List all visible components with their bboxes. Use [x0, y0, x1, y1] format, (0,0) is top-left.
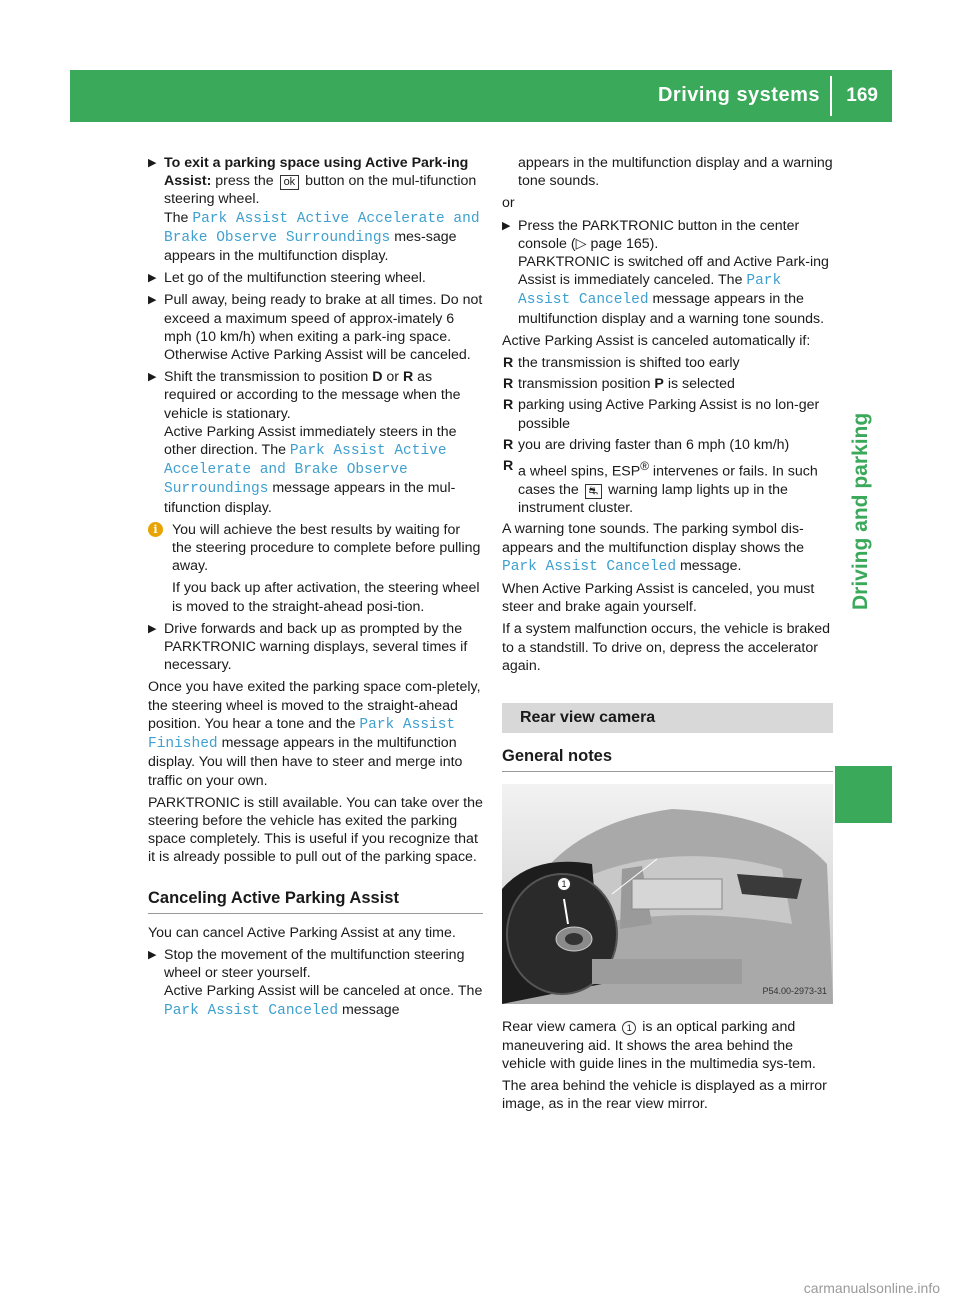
info-text: If you back up after activation, the steering wheel is moved to the straight-ahead posi-tion. [172, 580, 480, 615]
bullet-icon: R [503, 376, 514, 393]
right-column [502, 154, 833, 1117]
text: page 165). [586, 235, 659, 252]
step-pull-away [148, 291, 483, 364]
text: Active Parking Assist will be canceled at once. The [164, 983, 483, 1000]
text: Press the PARKTRONIC button in the center console ( [518, 217, 800, 252]
left-column [148, 154, 483, 1024]
bullet-icon: R [503, 458, 514, 475]
text: message [338, 1001, 400, 1018]
list-item [502, 396, 833, 432]
text: Shift the transmission to position [164, 369, 373, 386]
text: Rear view camera [502, 1019, 621, 1036]
header-title: Driving systems [657, 84, 820, 106]
step-arrow-icon: ▶ [148, 157, 157, 169]
gear-r: R [402, 369, 414, 386]
car-rear-illustration [502, 784, 833, 1004]
bullet-icon: R [503, 397, 514, 414]
step-let-go [148, 269, 483, 287]
text: a wheel spins, ESP [518, 463, 641, 480]
step-press-parktronic [502, 217, 833, 328]
list-item [502, 354, 833, 372]
step-arrow-icon: ▶ [148, 371, 157, 384]
text: Drive forwards and back up as prompted by the PARKTRONIC warning displays, several times if necessary. [164, 620, 468, 674]
page-ref-icon: ▷ [575, 235, 587, 252]
text: Once you have exited the parking space com-pletely, the steering wheel is moved to the straight-ahead position. You hear a tone and the [148, 679, 481, 732]
paragraph: When Active Parking Assist is canceled, you must steer and brake again yourself. [502, 581, 815, 616]
text: button on the mul-tifunction steering wheel. [164, 173, 477, 208]
text: as required or according to the message when the vehicle is stationary. [164, 369, 461, 422]
display-message: Park Assist Canceled [502, 558, 677, 575]
esp-warning-lamp-icon: ⛐ [585, 484, 603, 499]
text: mes-sage appears in the multifunction display. [164, 228, 457, 265]
or-text: or [502, 195, 515, 212]
display-message: Park Assist Canceled [164, 1002, 339, 1019]
info-text: You will achieve the best results by waiting for the steering procedure to complete before pulling away. [172, 521, 481, 575]
list-item [502, 457, 833, 517]
step-shift [148, 368, 483, 517]
text: A warning tone sounds. The parking symbol dis-appears and the multifunction display shows the [502, 521, 805, 556]
text: The [164, 209, 193, 226]
text: message appears in the mul-tifunction display. [164, 480, 456, 516]
step-arrow-icon: ▶ [502, 219, 511, 232]
step-stop-movement [148, 946, 483, 1020]
text: the transmission is shifted too early [518, 355, 740, 372]
text: message appears in the multifunction display and a warning tone sounds. [518, 291, 825, 327]
side-tab-text: Driving and parking [849, 412, 872, 610]
text: warning lamp lights up in the instrument cluster. [518, 481, 788, 517]
text: or [382, 369, 403, 386]
step-arrow-icon: ▶ [148, 294, 157, 307]
info-icon: i [148, 522, 163, 537]
page-number: 169 [846, 85, 878, 106]
gear-d: D [372, 369, 383, 386]
step-drive-forward [148, 620, 483, 675]
text: Active Parking Assist immediately steers in the other direction. The [164, 423, 457, 459]
text: Pull away, being ready to brake at all times. Do not exceed a maximum speed of approx-imately 6 mph (10 km/h) when exiting a park-ing space. Otherwise Active Parking Assist will be canceled. [164, 292, 483, 364]
gear-p: P [654, 376, 664, 393]
text: press the [211, 173, 278, 190]
header-divider [830, 76, 832, 116]
paragraph: Active Parking Assist is canceled automatically if: [502, 332, 811, 349]
text: parking using Active Parking Assist is no lon-ger possible [518, 397, 820, 432]
text: intervenes or fails. In such cases the [518, 463, 818, 498]
watermark: carmanualsonline.info [803, 1280, 940, 1296]
paragraph [502, 520, 833, 576]
paragraph: The area behind the vehicle is displayed as a mirror image, as in the rear view mirror. [502, 1078, 827, 1113]
text: is an optical parking and maneuvering aid. It shows the area behind the vehicle with guide lines in the multimedia sys-tem. [502, 1019, 816, 1072]
paragraph [502, 1018, 833, 1073]
paragraph: You can cancel Active Parking Assist at any time. [148, 924, 456, 941]
text: Let go of the multifunction steering wheel. [164, 270, 426, 287]
list-item [502, 436, 833, 454]
text: message. [676, 557, 742, 574]
paragraph [148, 678, 483, 789]
ok-key-icon: ok [280, 175, 300, 190]
step-arrow-icon: ▶ [148, 272, 157, 285]
figure-code: P54.00-2973-31 [762, 986, 827, 997]
registered-mark: ® [640, 459, 649, 474]
text: PARKTRONIC is switched off and Active Park-ing Assist is immediately canceled. The [518, 254, 829, 289]
subheading: General notes [502, 747, 833, 772]
step-exit-parking [148, 154, 483, 265]
display-message: Park Assist Canceled [518, 273, 782, 309]
display-message: Park Assist Active Accelerate and Brake Observe Surroundings [164, 210, 480, 246]
display-message: Park Assist Finished [148, 716, 456, 753]
bullet-icon: R [503, 355, 514, 372]
paragraph: If a system malfunction occurs, the vehicle is braked to a standstill. To drive on, depress the accelerator again. [502, 621, 831, 674]
display-message: Park Assist Active Accelerate and Brake Observe Surroundings [164, 443, 447, 498]
list-item [502, 375, 833, 393]
text: Stop the movement of the multifunction steering wheel or steer yourself. [164, 946, 465, 982]
step-arrow-icon: ▶ [148, 948, 157, 961]
step-arrow-icon: ▶ [148, 622, 157, 635]
text: transmission position [518, 376, 655, 393]
callout-1: 1 [557, 877, 571, 891]
paragraph: PARKTRONIC is still available. You can take over the steering before the vehicle has exited the parking space completely. This is useful if you recognize that it is already possible to pull out of the parking space. [148, 794, 483, 866]
bullet-icon: R [503, 436, 514, 453]
section-heading: Canceling Active Parking Assist [148, 889, 483, 914]
paragraph: appears in the multifunction display and a warning tone sounds. [518, 155, 833, 190]
text: you are driving faster than 6 mph (10 km/h) [518, 436, 790, 453]
step-title: To exit a parking space using Active Park-ing Assist: [164, 155, 469, 190]
text: message appears in the multifunction display. You will then have to steer and merge into traffic on your own. [148, 735, 463, 789]
callout-1-ref: 1 [622, 1021, 636, 1035]
chapter-marker [835, 766, 892, 823]
rear-camera-figure [502, 784, 833, 1004]
side-tab-label [847, 310, 877, 610]
text: is selected [663, 376, 735, 393]
header-bar [70, 70, 892, 122]
info-note [148, 521, 483, 616]
section-title: Rear view camera [502, 703, 833, 733]
